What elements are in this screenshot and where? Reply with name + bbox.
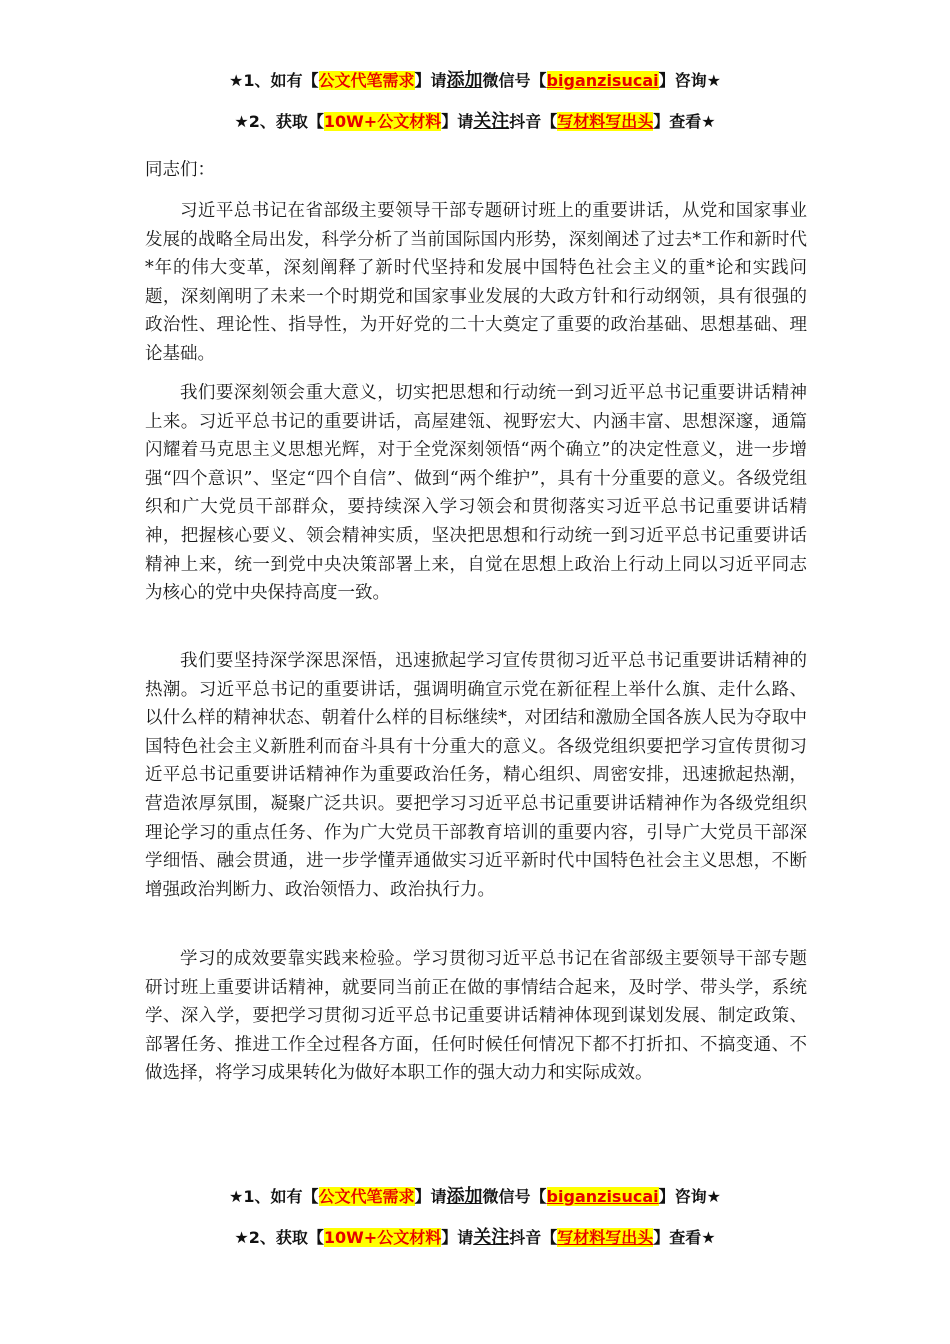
promo-text: 抖音【 bbox=[509, 1228, 558, 1247]
promo-text: 微信号【 bbox=[482, 71, 547, 90]
paragraph-3: 我们要坚持深学深思深悟，迅速掀起学习宣传贯彻习近平总书记重要讲话精神的热潮。习近平总书记的重要讲话，强调明确宣示党在新征程上举什么旗、走什么路、以什么样的精神状态、朝着什么样的目标继续*，对团结和激励全国各族人民为夺取中国特色社会主义新胜利而奋斗具有十分重大的意义。各级党组织要把学习宣传贯彻习近平总书记重要讲话精神作为重要政治任务，精心组织、周密安排，迅速掀起热潮，营造浓厚氛围，凝聚广泛共识。要把学习习近平总书记重要讲话精神作为各级党组织理论学习的重点任务、作为广大党员干部教育培训的重要内容，引导广大党员干部深学细悟、融会贯通，进一步学懂弄通做实习近平新时代中国特色社会主义思想，不断增强政治判断力、政治领悟力、政治执行力。 bbox=[145, 651, 807, 900]
promo-emphasis: 关注 bbox=[473, 111, 510, 132]
promo-text: 】请 bbox=[441, 1228, 474, 1247]
promo-text: 】请 bbox=[414, 1187, 447, 1206]
promo-emphasis: 添加 bbox=[446, 1186, 483, 1207]
promo-line-1-top bbox=[0, 69, 950, 93]
promo-text: ★2、获取【 bbox=[234, 112, 324, 131]
promo-text: 抖音【 bbox=[509, 112, 558, 131]
promo-text: 】咨询★ bbox=[658, 71, 721, 90]
promo-text: ★1、如有【 bbox=[229, 71, 319, 90]
promo-line-2-top bbox=[0, 110, 950, 134]
promo-text: 】查看★ bbox=[653, 1228, 716, 1247]
promo-emphasis: 添加 bbox=[446, 70, 483, 91]
promo-text: ★1、如有【 bbox=[229, 1187, 319, 1206]
promo-emphasis: 关注 bbox=[473, 1227, 510, 1248]
promo-douyin-id: 写材料写出头 bbox=[557, 112, 654, 131]
paragraph-4: 学习的成效要靠实践来检验。学习贯彻习近平总书记在省部级主要领导干部专题研讨班上重要讲话精神，就要同当前正在做的事情结合起来，及时学、带头学，系统学、深入学，要把学习贯彻习近平总书记重要讲话精神体现到谋划发展、制定政策、部署任务、推进工作全过程各方面，任何时候任何情况下都不打折扣、不搞变通、不做选择，将学习成果转化为做好本职工作的强大动力和实际成效。 bbox=[145, 949, 807, 1084]
promo-wechat-id: biganzisucai bbox=[546, 71, 659, 90]
promo-highlight: 10W+公文材料 bbox=[323, 1228, 442, 1247]
promo-text: 微信号【 bbox=[482, 1187, 547, 1206]
paragraph-2: 我们要深刻领会重大意义，切实把思想和行动统一到习近平总书记重要讲话精神上来。习近平总书记的重要讲话，高屋建瓴、视野宏大、内涵丰富、思想深邃，通篇闪耀着马克思主义思想光辉，对于全党深刻领悟“两个确立”的决定性意义，进一步增强“四个意识”、坚定“四个自信”、做到“两个维护”，具有十分重要的意义。各级党组织和广大党员干部群众，要持续深入学习领会和贯彻落实习近平总书记重要讲话精神，把握核心要义、领会精神实质，坚决把思想和行动统一到习近平总书记重要讲话精神上来，统一到党中央决策部署上来，自觉在思想上政治上行动上同以习近平同志为核心的党中央保持高度一致。 bbox=[145, 383, 807, 604]
paragraph-1: 习近平总书记在省部级主要领导干部专题研讨班上的重要讲话，从党和国家事业发展的战略全局出发，科学分析了当前国际国内形势，深刻阐述了过去*工作和新时代*年的伟大变革，深刻阐释了新时代坚持和发展中国特色社会主义的重*论和实践问题，深刻阐明了未来一个时期党和国家事业发展的大政方针和行动纲领，具有很强的政治性、理论性、指导性，为开好党的二十大奠定了重要的政治基础、思想基础、理论基础。 bbox=[145, 201, 807, 364]
promo-line-2-bottom bbox=[0, 1226, 950, 1250]
promo-highlight: 公文代笔需求 bbox=[318, 1187, 415, 1206]
promo-highlight: 公文代笔需求 bbox=[318, 71, 415, 90]
promo-text: ★2、获取【 bbox=[234, 1228, 324, 1247]
promo-highlight: 10W+公文材料 bbox=[323, 112, 442, 131]
promo-wechat-id: biganzisucai bbox=[546, 1187, 659, 1206]
promo-douyin-id: 写材料写出头 bbox=[557, 1228, 654, 1247]
salutation: 同志们： bbox=[145, 160, 215, 180]
promo-text: 】请 bbox=[441, 112, 474, 131]
promo-line-1-bottom bbox=[0, 1185, 950, 1209]
promo-text: 】请 bbox=[414, 71, 447, 90]
promo-text: 】查看★ bbox=[653, 112, 716, 131]
promo-text: 】咨询★ bbox=[658, 1187, 721, 1206]
